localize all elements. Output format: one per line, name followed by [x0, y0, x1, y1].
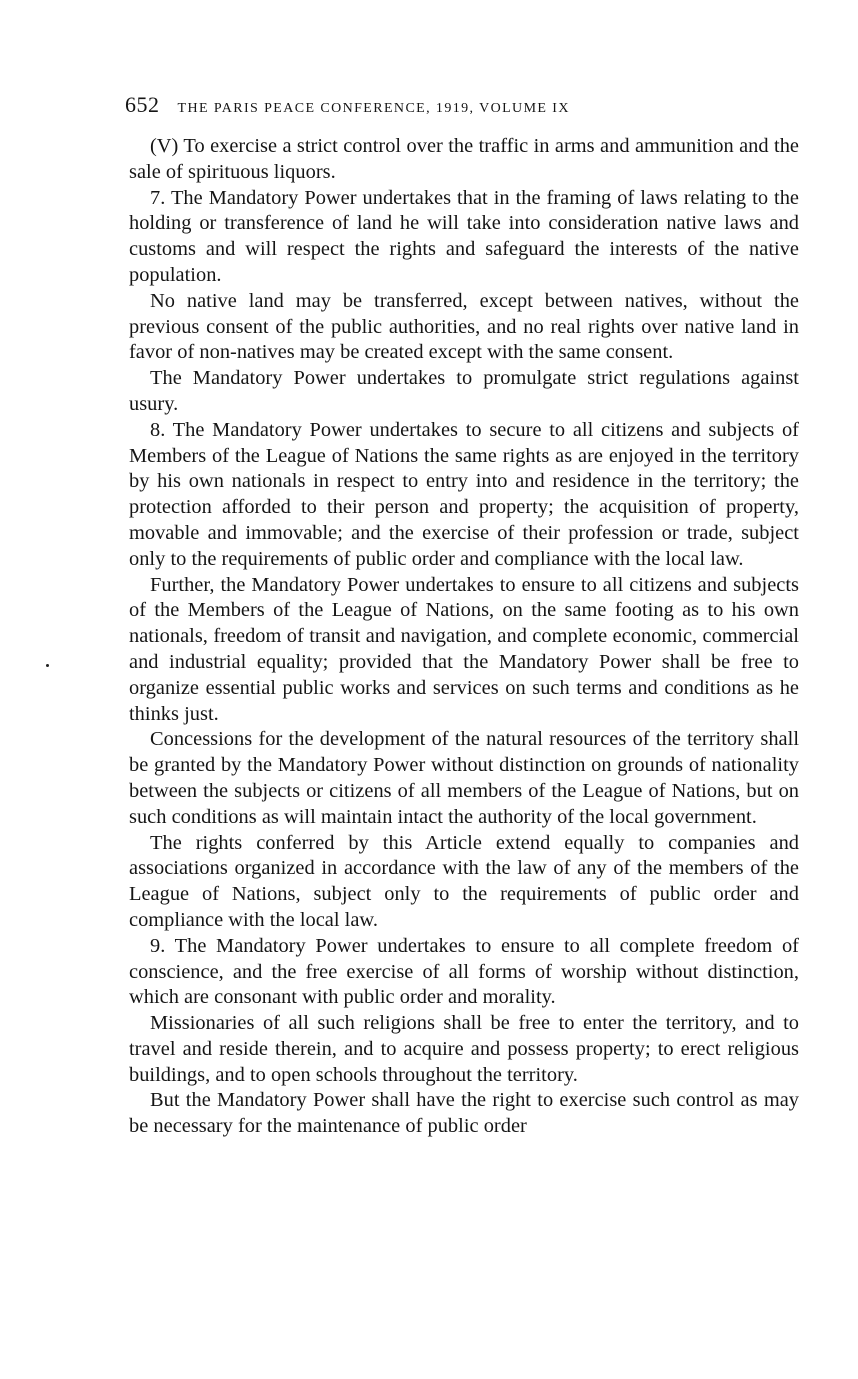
paragraph-missionaries: Missionaries of all such religions shall be free to enter the territory, and to travel and reside therein, and to acquire and possess property; to erect religious buildings, and to open schools throughout the territory. [129, 1012, 799, 1086]
paragraph-concessions: Concessions for the development of the natural resources of the territory shall be granted by the Mandatory Power without distinction on grounds of nationality between the subjects or citizens of all members of the League of Nations, but on such conditions as will maintain intact the authority of the local government. [129, 728, 799, 828]
margin-dot [46, 664, 49, 667]
running-title: THE PARIS PEACE CONFERENCE, 1919, VOLUME IX [177, 101, 570, 116]
paragraph-native-land: No native land may be transferred, except between natives, without the previous consent of the public authorities, and no real rights over native land in favor of non-natives may be created except with the same consent. [129, 289, 799, 364]
paragraph-companies: The rights conferred by this Article extend equally to companies and associations organized in accordance with the law of any of the members of the League of Nations, subject only to the requirements of public order and compliance with the local law. [129, 831, 799, 931]
body-text [129, 134, 799, 1140]
paragraph-public-order: But the Mandatory Power shall have the right to exercise such control as may be necessary for the maintenance of public order [129, 1089, 799, 1138]
paragraph-clause-v: (V) To exercise a strict control over the traffic in arms and ammunition and the sale of spirituous liquors. [129, 135, 799, 183]
page-number: 652 [125, 92, 160, 117]
paragraph-usury: The Mandatory Power undertakes to promulgate strict regulations against usury. [129, 367, 799, 415]
paragraph-article-7: 7. The Mandatory Power undertakes that in the framing of laws relating to the holding or transference of land he will take into consideration native laws and customs and will respect the rights and safeguard the interests of the native population. [129, 186, 799, 286]
page-header [125, 90, 805, 120]
paragraph-article-8: 8. The Mandatory Power undertakes to secure to all citizens and subjects of Members of the League of Nations the same rights as are enjoyed in the territory by his own nationals in respect to entry into and residence in the territory; the protection afforded to their person and property; the acquisition of property, movable and immovable; and the exercise of their profession or trade, subject only to the requirements of public order and compliance with the local law. [129, 418, 799, 570]
paragraph-article-9: 9. The Mandatory Power undertakes to ensure to all complete freedom of conscience, and the free exercise of all forms of worship without distinction, which are consonant with public order and morality. [129, 934, 799, 1009]
paragraph-transit-equality: Further, the Mandatory Power undertakes to ensure to all citizens and subjects of the Members of the League of Nations, on the same footing as to his own nationals, freedom of transit and navigation, and complete economic, commercial and industrial equality; provided that the Mandatory Power shall be free to organize essential public works and services on such terms and conditions as he thinks just. [129, 573, 799, 725]
